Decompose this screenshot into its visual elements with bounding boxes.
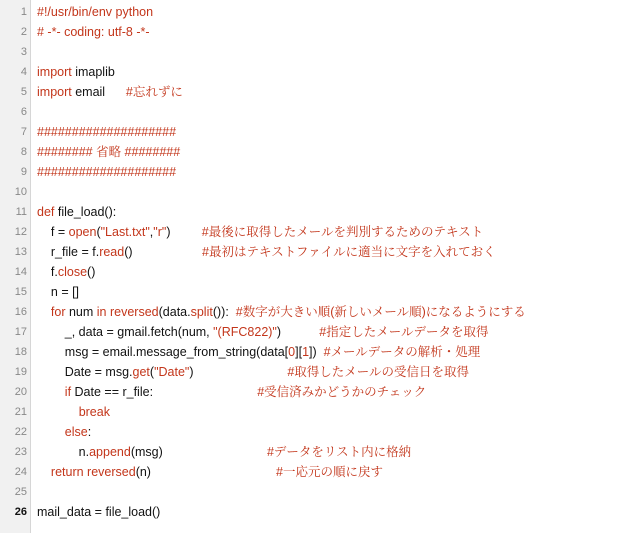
code-token-plain: , (149, 225, 154, 239)
code-line[interactable] (0, 322, 632, 342)
code-line[interactable] (0, 162, 632, 182)
code-line[interactable] (0, 402, 632, 422)
code-token-comment: ######## 省略 ######## (37, 145, 181, 159)
code-token-plain (37, 425, 65, 439)
line-number: 9 (20, 166, 27, 178)
line-number: 1 (20, 6, 27, 18)
code-token-plain: msg = email.message_from_string(data[ (37, 345, 289, 359)
code-token-builtin: append (89, 445, 131, 459)
line-number: 24 (14, 466, 27, 478)
code-token-comment: # -*- coding: utf-8 -*- (37, 25, 150, 39)
code-token-comment: #最後に取得したメールを判別するためのテキスト (170, 225, 484, 239)
code-text (37, 242, 496, 262)
code-token-plain: f = (37, 225, 69, 239)
code-token-number: 1 (302, 345, 310, 359)
code-token-builtin: reversed (109, 305, 159, 319)
code-token-comment: #数字が大きい順(新しいメール順)になるようにする (228, 305, 526, 319)
code-token-plain: mail_data = file_load() (37, 505, 161, 519)
code-token-plain: ) (166, 225, 171, 239)
code-text (37, 422, 91, 442)
code-token-plain: n = [] (37, 285, 80, 299)
code-line[interactable] (0, 442, 632, 462)
line-number: 16 (14, 306, 27, 318)
code-line[interactable] (0, 142, 632, 162)
line-number: 12 (14, 226, 27, 238)
code-line[interactable] (0, 302, 632, 322)
code-line[interactable] (0, 102, 632, 122)
code-token-string: "Date" (154, 365, 190, 379)
code-token-comment: #取得したメールの受信日を取得 (193, 365, 470, 379)
line-number: 14 (14, 266, 27, 278)
code-token-plain: ]) (309, 345, 317, 359)
line-number: 3 (20, 46, 27, 58)
line-number: 7 (20, 126, 27, 138)
code-line[interactable] (0, 242, 632, 262)
code-text (37, 302, 526, 322)
code-token-keyword: if (64, 385, 72, 399)
code-token-plain: Date = msg. (37, 365, 133, 379)
code-token-plain (37, 465, 51, 479)
code-line[interactable] (0, 262, 632, 282)
line-number: 23 (14, 446, 27, 458)
code-text (37, 2, 153, 22)
code-text (37, 62, 115, 82)
code-token-plain: () (87, 265, 96, 279)
code-line[interactable] (0, 202, 632, 222)
code-token-comment: #################### (37, 125, 177, 139)
code-token-plain: n. (37, 445, 90, 459)
code-token-number: 0 (288, 345, 296, 359)
code-token-comment: #忘れずに (105, 85, 183, 99)
code-line[interactable] (0, 122, 632, 142)
code-token-plain: num (65, 305, 97, 319)
code-text (37, 22, 150, 42)
line-number: 25 (14, 486, 27, 498)
line-number: 10 (14, 186, 27, 198)
line-number: 5 (20, 86, 27, 98)
code-line[interactable] (0, 342, 632, 362)
code-token-plain: (data. (158, 305, 191, 319)
code-token-plain: email (71, 85, 106, 99)
code-line[interactable] (0, 42, 632, 62)
code-token-plain: Date == r_file: (71, 385, 154, 399)
code-text (37, 402, 110, 422)
code-line[interactable] (0, 422, 632, 442)
code-token-plain: _, data = gmail.fetch(num, (37, 325, 214, 339)
line-number: 15 (14, 286, 27, 298)
line-number: 19 (14, 366, 27, 378)
code-token-comment: #!/usr/bin/env python (37, 5, 154, 19)
line-number: 4 (20, 66, 27, 78)
code-token-keyword: in (96, 305, 107, 319)
line-number: 22 (14, 426, 27, 438)
code-text (37, 262, 95, 282)
code-token-comment: #指定したメールデータを取得 (281, 325, 489, 339)
code-token-plain: ( (96, 225, 101, 239)
code-token-plain: ( (149, 365, 155, 379)
code-text (37, 202, 116, 222)
line-number: 18 (14, 346, 27, 358)
code-token-plain (37, 405, 79, 419)
code-token-plain (37, 385, 65, 399)
line-number: 17 (14, 326, 27, 338)
code-text (37, 462, 383, 482)
line-number: 20 (14, 386, 27, 398)
code-text (37, 162, 176, 182)
code-token-plain: ()): (212, 305, 229, 319)
code-token-builtin: split (190, 305, 213, 319)
code-text (37, 82, 183, 102)
code-token-string: "r" (153, 225, 167, 239)
code-text (37, 382, 426, 402)
code-token-keyword: def (37, 205, 55, 219)
line-number: 6 (20, 106, 27, 118)
line-number: 2 (20, 26, 27, 38)
code-line[interactable] (0, 502, 632, 522)
code-text (37, 342, 480, 362)
code-token-plain: r_file = f. (37, 245, 100, 259)
code-token-plain: imaplib (71, 65, 115, 79)
code-token-plain: (msg) (130, 445, 163, 459)
code-line[interactable] (0, 382, 632, 402)
code-token-keyword: else (64, 425, 88, 439)
code-token-comment: #データをリスト内に格納 (162, 445, 412, 459)
code-line[interactable] (0, 362, 632, 382)
code-token-builtin: open (68, 225, 97, 239)
line-number: 11 (15, 206, 27, 218)
code-line[interactable] (0, 222, 632, 242)
code-text (37, 322, 488, 342)
code-text (37, 122, 176, 142)
code-token-keyword: return (50, 465, 84, 479)
code-token-string: "Last.txt" (100, 225, 150, 239)
code-line[interactable] (0, 22, 632, 42)
code-token-plain (37, 305, 51, 319)
line-number: 13 (14, 246, 27, 258)
code-token-comment: #メールデータの解析・処理 (316, 345, 481, 359)
code-text (37, 442, 411, 462)
line-number: 8 (20, 146, 27, 158)
code-line[interactable] (0, 482, 632, 502)
code-token-comment: #一応元の順に戻す (150, 465, 383, 479)
code-text (37, 142, 180, 162)
code-token-builtin: close (57, 265, 88, 279)
code-token-plain: : (87, 425, 92, 439)
code-line[interactable] (0, 62, 632, 82)
code-line[interactable] (0, 2, 632, 22)
code-token-comment: #################### (37, 165, 177, 179)
code-token-keyword: import (37, 65, 72, 79)
code-token-plain: f. (37, 265, 58, 279)
line-number: 26 (14, 506, 27, 518)
code-text (37, 362, 469, 382)
code-token-string: "(RFC822)" (213, 325, 277, 339)
code-token-comment: #受信済みかどうかのチェック (153, 385, 427, 399)
code-line[interactable] (0, 282, 632, 302)
code-token-plain: ) (189, 365, 194, 379)
code-line[interactable] (0, 182, 632, 202)
code-token-keyword: for (50, 305, 66, 319)
code-token-builtin: read (99, 245, 125, 259)
code-line[interactable] (0, 462, 632, 482)
code-line[interactable] (0, 82, 632, 102)
code-token-keyword: import (37, 85, 72, 99)
line-number: 21 (14, 406, 27, 418)
code-token-keyword: break (78, 405, 110, 419)
code-text (37, 502, 160, 522)
code-token-comment: #最初はテキストファイルに適当に文字を入れておく (132, 245, 496, 259)
code-token-plain: file_load(): (54, 205, 117, 219)
code-token-plain: ][ (295, 345, 303, 359)
code-token-plain: () (124, 245, 133, 259)
code-token-builtin: reversed (87, 465, 136, 479)
code-token-plain: (n) (135, 465, 151, 479)
code-token-builtin: get (132, 365, 150, 379)
code-token-plain: ) (276, 325, 282, 339)
code-text (37, 282, 79, 302)
code-text (37, 222, 483, 242)
